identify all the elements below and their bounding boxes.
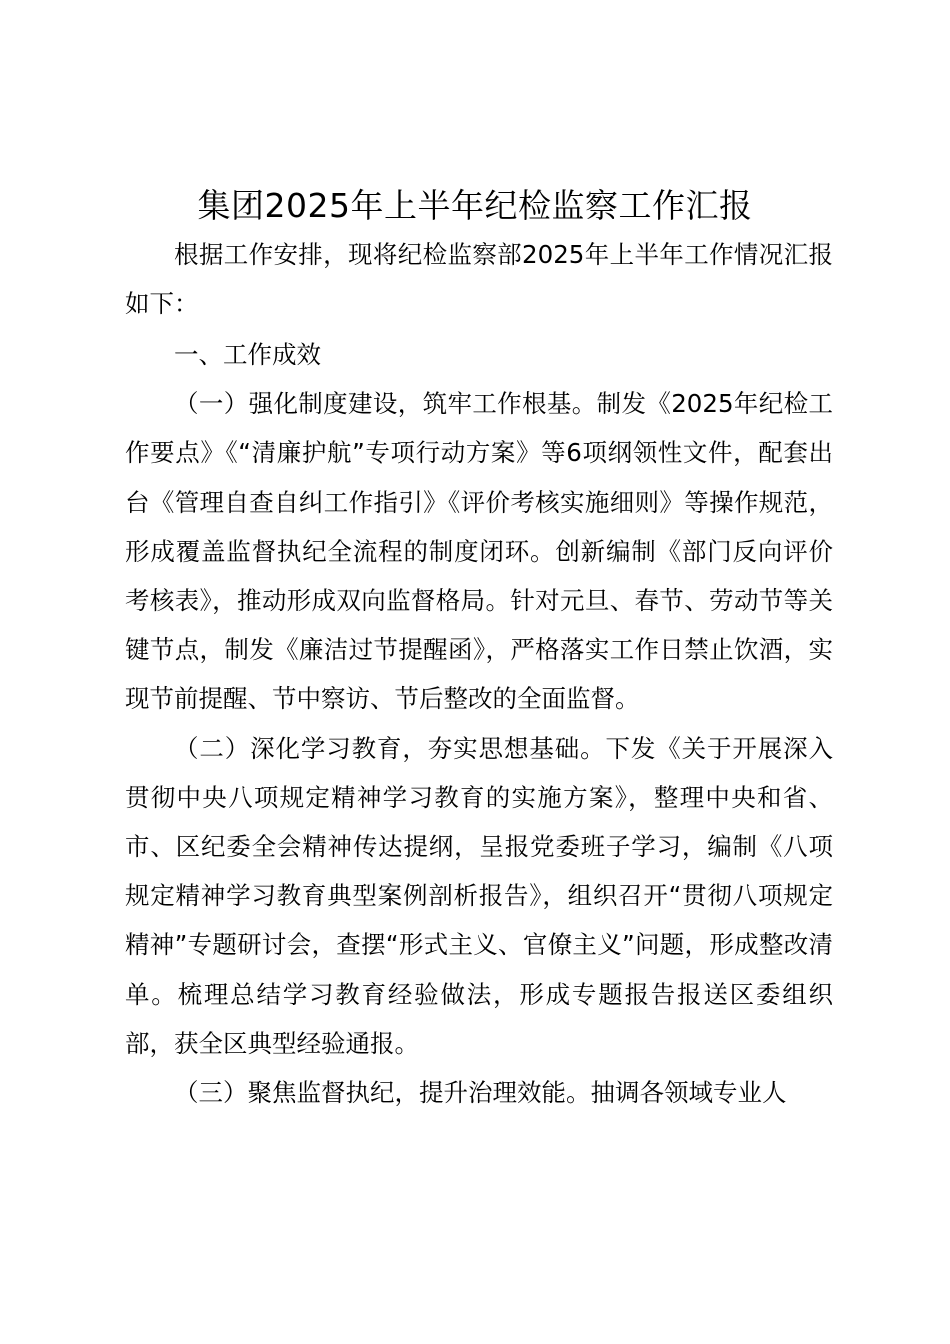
body-paragraph-2: （二）深化学习教育，夯实思想基础。下发《关于开展深入贯彻中央八项规定精神学习教育的实施方案》，整理中央和省、市、区纪委全会精神传达提纲，呈报党委班子学习，编制《八项规定精神学习教育典型案例剖析报告》，组织召开“贯彻八项规定精神”专题研讨会，查摆“形式主义、官僚主义”问题，形成整改清单。梳理总结学习教育经验做法，形成专题报告报送区委组织部，获全区典型经验通报。 xyxy=(125,733,833,1058)
section-heading: 一、工作成效 xyxy=(174,339,321,369)
body-paragraph-1: （一）强化制度建设，筑牢工作根基。制发《2025年纪检工作要点》《“清廉护航”专项行动方案》等6项纲领性文件，配套出台《管理自查自纠工作指引》《评价考核实施细则》等操作规范，形成覆盖监督执纪全流程的制度闭环。创新编制《部门反向评价考核表》，推动形成双向监督格局。针对元旦、春节、劳动节等关键节点，制发《廉洁过节提醒函》，严格落实工作日禁止饮酒，实现节前提醒、节中察访、节后整改的全面监督。 xyxy=(125,389,833,714)
body-paragraph-3: （三）聚焦监督执纪，提升治理效能。抽调各领域专业人 xyxy=(174,1077,787,1107)
document-title: 集团2025年上半年纪检监察工作汇报 xyxy=(197,186,753,225)
document-body xyxy=(125,230,833,1117)
intro-paragraph: 根据工作安排，现将纪检监察部2025年上半年工作情况汇报如下： xyxy=(125,240,833,319)
